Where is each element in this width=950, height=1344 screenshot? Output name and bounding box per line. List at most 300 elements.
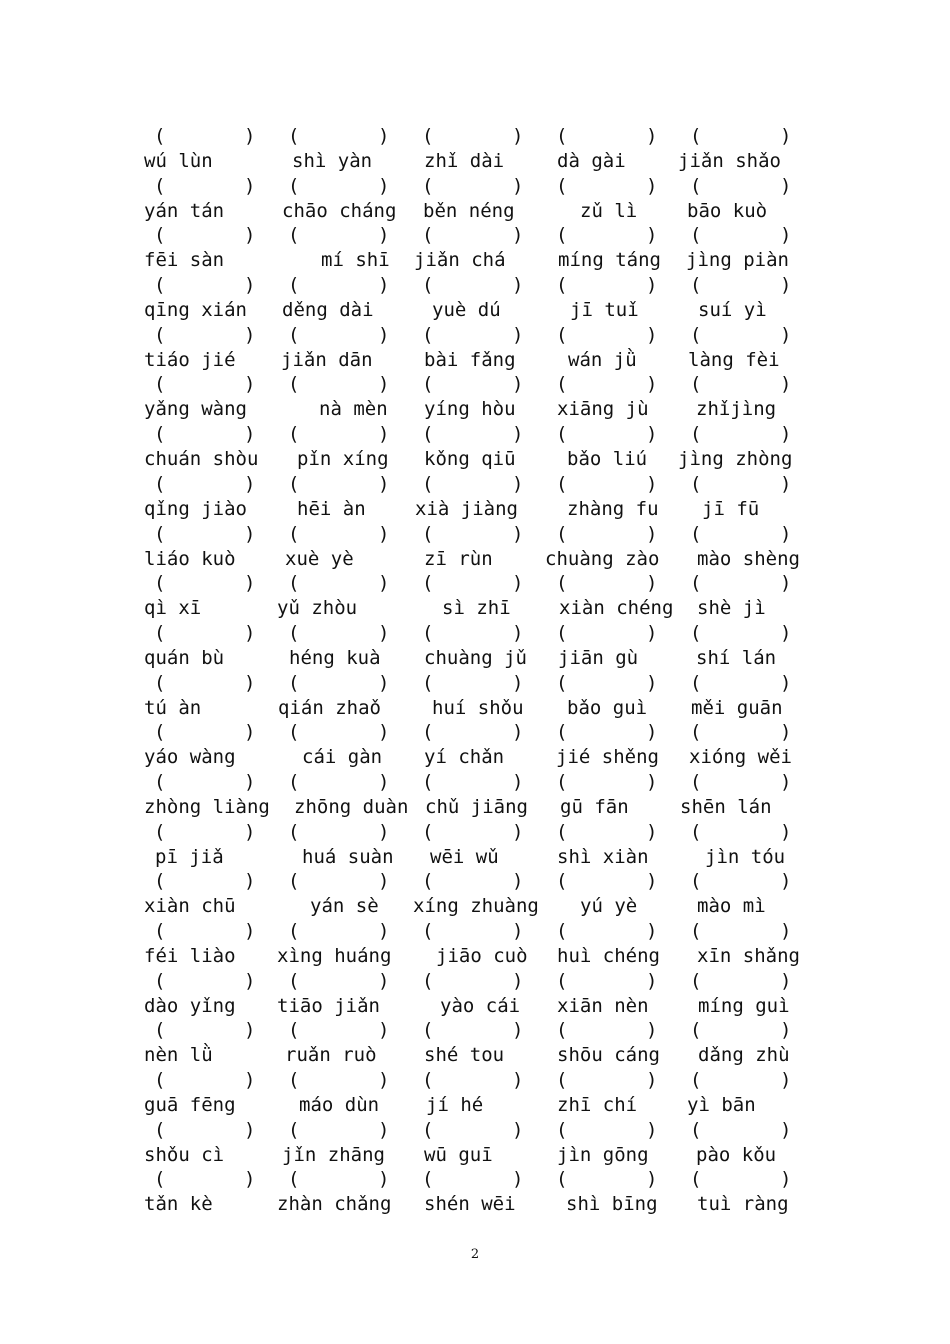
answer-blank[interactable] [676,273,810,297]
open-paren: ( [690,125,702,147]
answer-blank[interactable] [676,472,810,496]
exercise-row [140,770,820,820]
close-paren: ) [244,770,256,793]
answer-blank[interactable] [408,1018,542,1042]
close-paren: ) [780,1168,792,1191]
pinyin-word: xiàn chéng [559,597,674,620]
exercise-row [140,323,820,373]
open-paren: ( [556,472,568,495]
pinyin-word: chuàng zào [545,547,660,570]
close-paren: ) [512,472,524,495]
pinyin-word: shì xiàn [557,845,649,868]
answer-blank[interactable] [542,621,676,645]
pinyin-word: chuán shòu [144,448,259,471]
pinyin-word: jī tuǐ [570,299,639,322]
answer-blank[interactable] [274,174,408,198]
open-paren: ( [422,522,434,545]
answer-blank[interactable] [542,124,676,148]
answer-blank[interactable] [140,1018,274,1042]
answer-blank[interactable] [676,869,810,893]
answer-blank[interactable] [542,869,676,893]
pinyin-word: shí lán [696,646,777,669]
exercise-row [140,124,820,174]
close-paren: ) [244,1118,256,1141]
pinyin-word: bāo kuò [687,199,768,222]
answer-blank[interactable] [140,969,274,993]
close-paren: ) [646,621,658,644]
answer-blank[interactable] [676,124,810,148]
open-paren: ( [690,621,702,644]
answer-blank[interactable] [542,919,676,943]
answer-blank[interactable] [408,1068,542,1092]
pinyin-word: hēi àn [297,497,366,520]
pinyin-line [140,745,820,769]
answer-blank[interactable] [140,372,274,396]
answer-blank[interactable] [140,571,274,595]
open-paren: ( [422,1168,434,1191]
pinyin-word: xuè yè [285,547,354,570]
close-paren: ) [378,373,390,396]
answer-blank[interactable] [274,671,408,695]
exercise-row [140,571,820,621]
answer-blank[interactable] [408,671,542,695]
pinyin-word: wū guī [424,1143,493,1166]
answer-blank[interactable] [274,124,408,148]
close-paren: ) [378,870,390,893]
pinyin-line [140,1043,820,1067]
open-paren: ( [154,423,166,446]
answer-blank[interactable] [542,571,676,595]
pinyin-word: liáo kuò [144,547,236,570]
close-paren: ) [244,472,256,495]
pinyin-word: chāo cháng [282,199,397,222]
close-paren: ) [244,323,256,346]
answer-blank-line [140,372,820,396]
answer-blank[interactable] [676,422,810,446]
answer-blank[interactable] [408,372,542,396]
open-paren: ( [422,1019,434,1042]
answer-blank[interactable] [140,720,274,744]
exercise-row [140,1118,820,1168]
answer-blank-line [140,472,820,496]
page-number: 2 [470,1247,480,1262]
pinyin-word: měi guān [691,696,783,719]
answer-blank[interactable] [676,820,810,844]
answer-blank[interactable] [274,969,408,993]
answer-blank[interactable] [274,1118,408,1142]
close-paren: ) [780,572,792,595]
close-paren: ) [512,274,524,297]
answer-blank[interactable] [140,273,274,297]
pinyin-word: bài fǎng [424,348,516,371]
pinyin-word: wēi wǔ [430,845,499,868]
pinyin-line [140,696,820,720]
pinyin-word: sì zhī [442,597,511,620]
close-paren: ) [512,1118,524,1141]
answer-blank[interactable] [408,124,542,148]
answer-blank[interactable] [274,869,408,893]
answer-blank[interactable] [542,522,676,546]
close-paren: ) [780,323,792,346]
answer-blank[interactable] [408,621,542,645]
pinyin-word: zǔ lì [580,199,638,222]
close-paren: ) [780,522,792,545]
pinyin-word: zhòng liàng [144,795,270,818]
close-paren: ) [512,323,524,346]
answer-blank[interactable] [542,273,676,297]
exercise-row [140,869,820,919]
open-paren: ( [556,1019,568,1042]
answer-blank[interactable] [542,770,676,794]
answer-blank[interactable] [274,422,408,446]
answer-blank[interactable] [408,1118,542,1142]
answer-blank[interactable] [542,174,676,198]
close-paren: ) [646,770,658,793]
pinyin-word: xiàn chū [144,895,236,918]
open-paren: ( [288,572,300,595]
open-paren: ( [422,323,434,346]
answer-blank[interactable] [676,720,810,744]
answer-blank[interactable] [274,472,408,496]
open-paren: ( [288,721,300,744]
pinyin-word: máo dùn [299,1094,380,1117]
answer-blank-line [140,422,820,446]
answer-blank[interactable] [542,820,676,844]
answer-blank[interactable] [408,770,542,794]
answer-blank[interactable] [542,472,676,496]
exercise-row [140,223,820,273]
answer-blank[interactable] [408,273,542,297]
pinyin-word: kǒng qiū [424,448,516,471]
answer-blank[interactable] [274,919,408,943]
answer-blank[interactable] [140,919,274,943]
pinyin-word: qì xī [144,597,202,620]
exercise-row [140,273,820,323]
open-paren: ( [288,1069,300,1092]
answer-blank[interactable] [274,223,408,247]
answer-blank[interactable] [676,671,810,695]
pinyin-word: yáo wàng [144,746,236,769]
answer-blank[interactable] [542,422,676,446]
pinyin-word: yí chǎn [424,746,505,769]
open-paren: ( [288,125,300,147]
open-paren: ( [422,920,434,942]
answer-blank[interactable] [274,1018,408,1042]
open-paren: ( [556,870,568,893]
answer-blank[interactable] [408,969,542,993]
open-paren: ( [288,373,300,396]
close-paren: ) [512,1069,524,1092]
open-paren: ( [690,870,702,893]
answer-blank[interactable] [274,1068,408,1092]
pinyin-word: yíng hòu [424,398,516,421]
answer-blank[interactable] [274,522,408,546]
answer-blank[interactable] [140,422,274,446]
close-paren: ) [378,125,390,147]
pinyin-word: mào mì [697,895,766,918]
answer-blank[interactable] [408,472,542,496]
close-paren: ) [378,671,390,694]
close-paren: ) [512,671,524,694]
answer-blank[interactable] [140,621,274,645]
pinyin-word: xīn shǎng [697,945,800,967]
open-paren: ( [154,770,166,793]
close-paren: ) [646,174,658,197]
open-paren: ( [690,1019,702,1042]
pinyin-word: míng táng [558,249,661,272]
answer-blank[interactable] [542,671,676,695]
close-paren: ) [378,621,390,644]
answer-blank[interactable] [140,323,274,347]
open-paren: ( [422,820,434,843]
open-paren: ( [422,721,434,744]
pinyin-word: shè jì [697,597,766,620]
answer-blank[interactable] [676,969,810,993]
pinyin-line [140,497,820,521]
close-paren: ) [378,423,390,446]
answer-blank[interactable] [408,422,542,446]
pinyin-line [140,397,820,421]
close-paren: ) [646,1168,658,1191]
answer-blank[interactable] [140,124,274,148]
open-paren: ( [690,323,702,346]
close-paren: ) [780,1019,792,1042]
open-paren: ( [154,920,166,942]
answer-blank[interactable] [408,174,542,198]
open-paren: ( [154,969,166,992]
answer-blank[interactable] [676,522,810,546]
open-paren: ( [288,472,300,495]
answer-blank[interactable] [408,522,542,546]
answer-blank-line [140,522,820,546]
answer-blank[interactable] [408,919,542,943]
pinyin-word: děng dài [282,299,374,322]
answer-blank[interactable] [676,1118,810,1142]
answer-blank[interactable] [542,372,676,396]
pinyin-word: mí shī [321,249,390,272]
close-paren: ) [780,174,792,197]
pinyin-line [140,1143,820,1167]
pinyin-word: jiǎn shǎo [678,150,781,172]
open-paren: ( [288,671,300,694]
pinyin-word: chuàng jǔ [424,646,527,669]
exercise-row [140,1068,820,1118]
answer-blank[interactable] [542,223,676,247]
answer-blank[interactable] [140,174,274,198]
answer-blank[interactable] [140,1068,274,1092]
open-paren: ( [288,969,300,992]
pinyin-word: xióng wěi [689,746,792,769]
pinyin-word: tǎn kè [144,1193,213,1216]
answer-blank[interactable] [140,869,274,893]
close-paren: ) [512,770,524,793]
answer-blank[interactable] [408,1167,542,1191]
open-paren: ( [154,472,166,495]
answer-blank[interactable] [408,571,542,595]
answer-blank[interactable] [408,869,542,893]
answer-blank[interactable] [676,323,810,347]
answer-blank[interactable] [408,720,542,744]
answer-blank[interactable] [274,571,408,595]
answer-blank[interactable] [676,174,810,198]
answer-blank[interactable] [676,1068,810,1092]
open-paren: ( [288,1168,300,1191]
answer-blank[interactable] [140,223,274,247]
close-paren: ) [780,820,792,843]
pinyin-word: shì yàn [292,150,373,172]
close-paren: ) [512,522,524,545]
open-paren: ( [690,174,702,197]
close-paren: ) [512,1168,524,1191]
pinyin-word: yuè dú [432,299,501,322]
pinyin-line [140,894,820,918]
close-paren: ) [378,1019,390,1042]
answer-blank[interactable] [140,820,274,844]
close-paren: ) [244,274,256,297]
open-paren: ( [690,373,702,396]
pinyin-line [140,1192,820,1216]
open-paren: ( [154,870,166,893]
close-paren: ) [512,174,524,197]
open-paren: ( [556,770,568,793]
answer-blank[interactable] [542,1068,676,1092]
answer-blank[interactable] [676,1167,810,1191]
pinyin-word: jìng piàn [686,249,789,272]
answer-blank[interactable] [274,770,408,794]
answer-blank[interactable] [542,323,676,347]
close-paren: ) [244,572,256,595]
answer-blank[interactable] [542,969,676,993]
pinyin-word: yú yè [580,895,638,918]
close-paren: ) [780,870,792,893]
open-paren: ( [154,1168,166,1191]
open-paren: ( [690,274,702,297]
open-paren: ( [422,621,434,644]
open-paren: ( [422,125,434,147]
answer-blank-line [140,621,820,645]
open-paren: ( [422,423,434,446]
open-paren: ( [690,472,702,495]
pinyin-word: pào kǒu [696,1143,777,1166]
answer-blank[interactable] [140,770,274,794]
answer-blank-line [140,1167,820,1191]
answer-blank[interactable] [140,1118,274,1142]
open-paren: ( [422,174,434,197]
pinyin-word: bǎo liú [567,448,648,471]
answer-blank[interactable] [676,223,810,247]
open-paren: ( [422,373,434,396]
answer-blank[interactable] [274,820,408,844]
open-paren: ( [556,721,568,744]
answer-blank[interactable] [274,1167,408,1191]
close-paren: ) [244,621,256,644]
answer-blank[interactable] [140,671,274,695]
answer-blank[interactable] [542,1167,676,1191]
answer-blank[interactable] [140,1167,274,1191]
answer-blank[interactable] [140,472,274,496]
answer-blank[interactable] [676,919,810,943]
close-paren: ) [780,423,792,446]
close-paren: ) [780,920,792,942]
answer-blank-line [140,720,820,744]
pinyin-word: wú lùn [144,150,213,172]
close-paren: ) [646,820,658,843]
pinyin-word: yǎng wàng [144,398,247,421]
close-paren: ) [244,721,256,744]
close-paren: ) [780,721,792,744]
open-paren: ( [288,1118,300,1141]
close-paren: ) [646,423,658,446]
close-paren: ) [780,1069,792,1092]
pinyin-word: qīng xián [144,299,247,322]
open-paren: ( [288,522,300,545]
close-paren: ) [244,920,256,942]
answer-blank[interactable] [408,223,542,247]
open-paren: ( [556,621,568,644]
open-paren: ( [690,671,702,694]
open-paren: ( [422,1118,434,1141]
answer-blank[interactable] [274,621,408,645]
pinyin-word: zhàng fu [567,497,659,520]
open-paren: ( [690,721,702,744]
answer-blank-line [140,770,820,794]
pinyin-line [140,298,820,322]
pinyin-word: guā fēng [144,1094,236,1117]
close-paren: ) [646,274,658,297]
answer-blank[interactable] [676,770,810,794]
answer-blank-line [140,223,820,247]
pinyin-word: jìn gōng [557,1143,649,1166]
answer-blank[interactable] [274,720,408,744]
close-paren: ) [512,969,524,992]
open-paren: ( [556,174,568,197]
answer-blank[interactable] [274,273,408,297]
answer-blank[interactable] [408,323,542,347]
answer-blank[interactable] [542,720,676,744]
exercise-row [140,1167,820,1217]
answer-blank[interactable] [676,1018,810,1042]
answer-blank[interactable] [542,1118,676,1142]
close-paren: ) [780,472,792,495]
pinyin-word: huá suàn [302,845,394,868]
pinyin-word: xìng huáng [277,945,392,967]
close-paren: ) [646,373,658,396]
pinyin-line [140,944,820,968]
pinyin-word: tiáo jié [144,348,236,371]
close-paren: ) [780,969,792,992]
answer-blank[interactable] [408,820,542,844]
answer-blank[interactable] [676,621,810,645]
answer-blank[interactable] [274,372,408,396]
answer-blank[interactable] [140,522,274,546]
close-paren: ) [512,1019,524,1042]
close-paren: ) [244,125,256,147]
answer-blank[interactable] [676,571,810,595]
close-paren: ) [512,572,524,595]
answer-blank[interactable] [542,1018,676,1042]
close-paren: ) [780,373,792,396]
close-paren: ) [646,969,658,992]
pinyin-word: làng fèi [688,348,780,371]
answer-blank[interactable] [274,323,408,347]
answer-blank[interactable] [676,372,810,396]
close-paren: ) [646,224,658,247]
close-paren: ) [780,671,792,694]
close-paren: ) [378,572,390,595]
close-paren: ) [378,1118,390,1141]
exercise-row [140,919,820,969]
pinyin-word: běn néng [423,199,515,222]
